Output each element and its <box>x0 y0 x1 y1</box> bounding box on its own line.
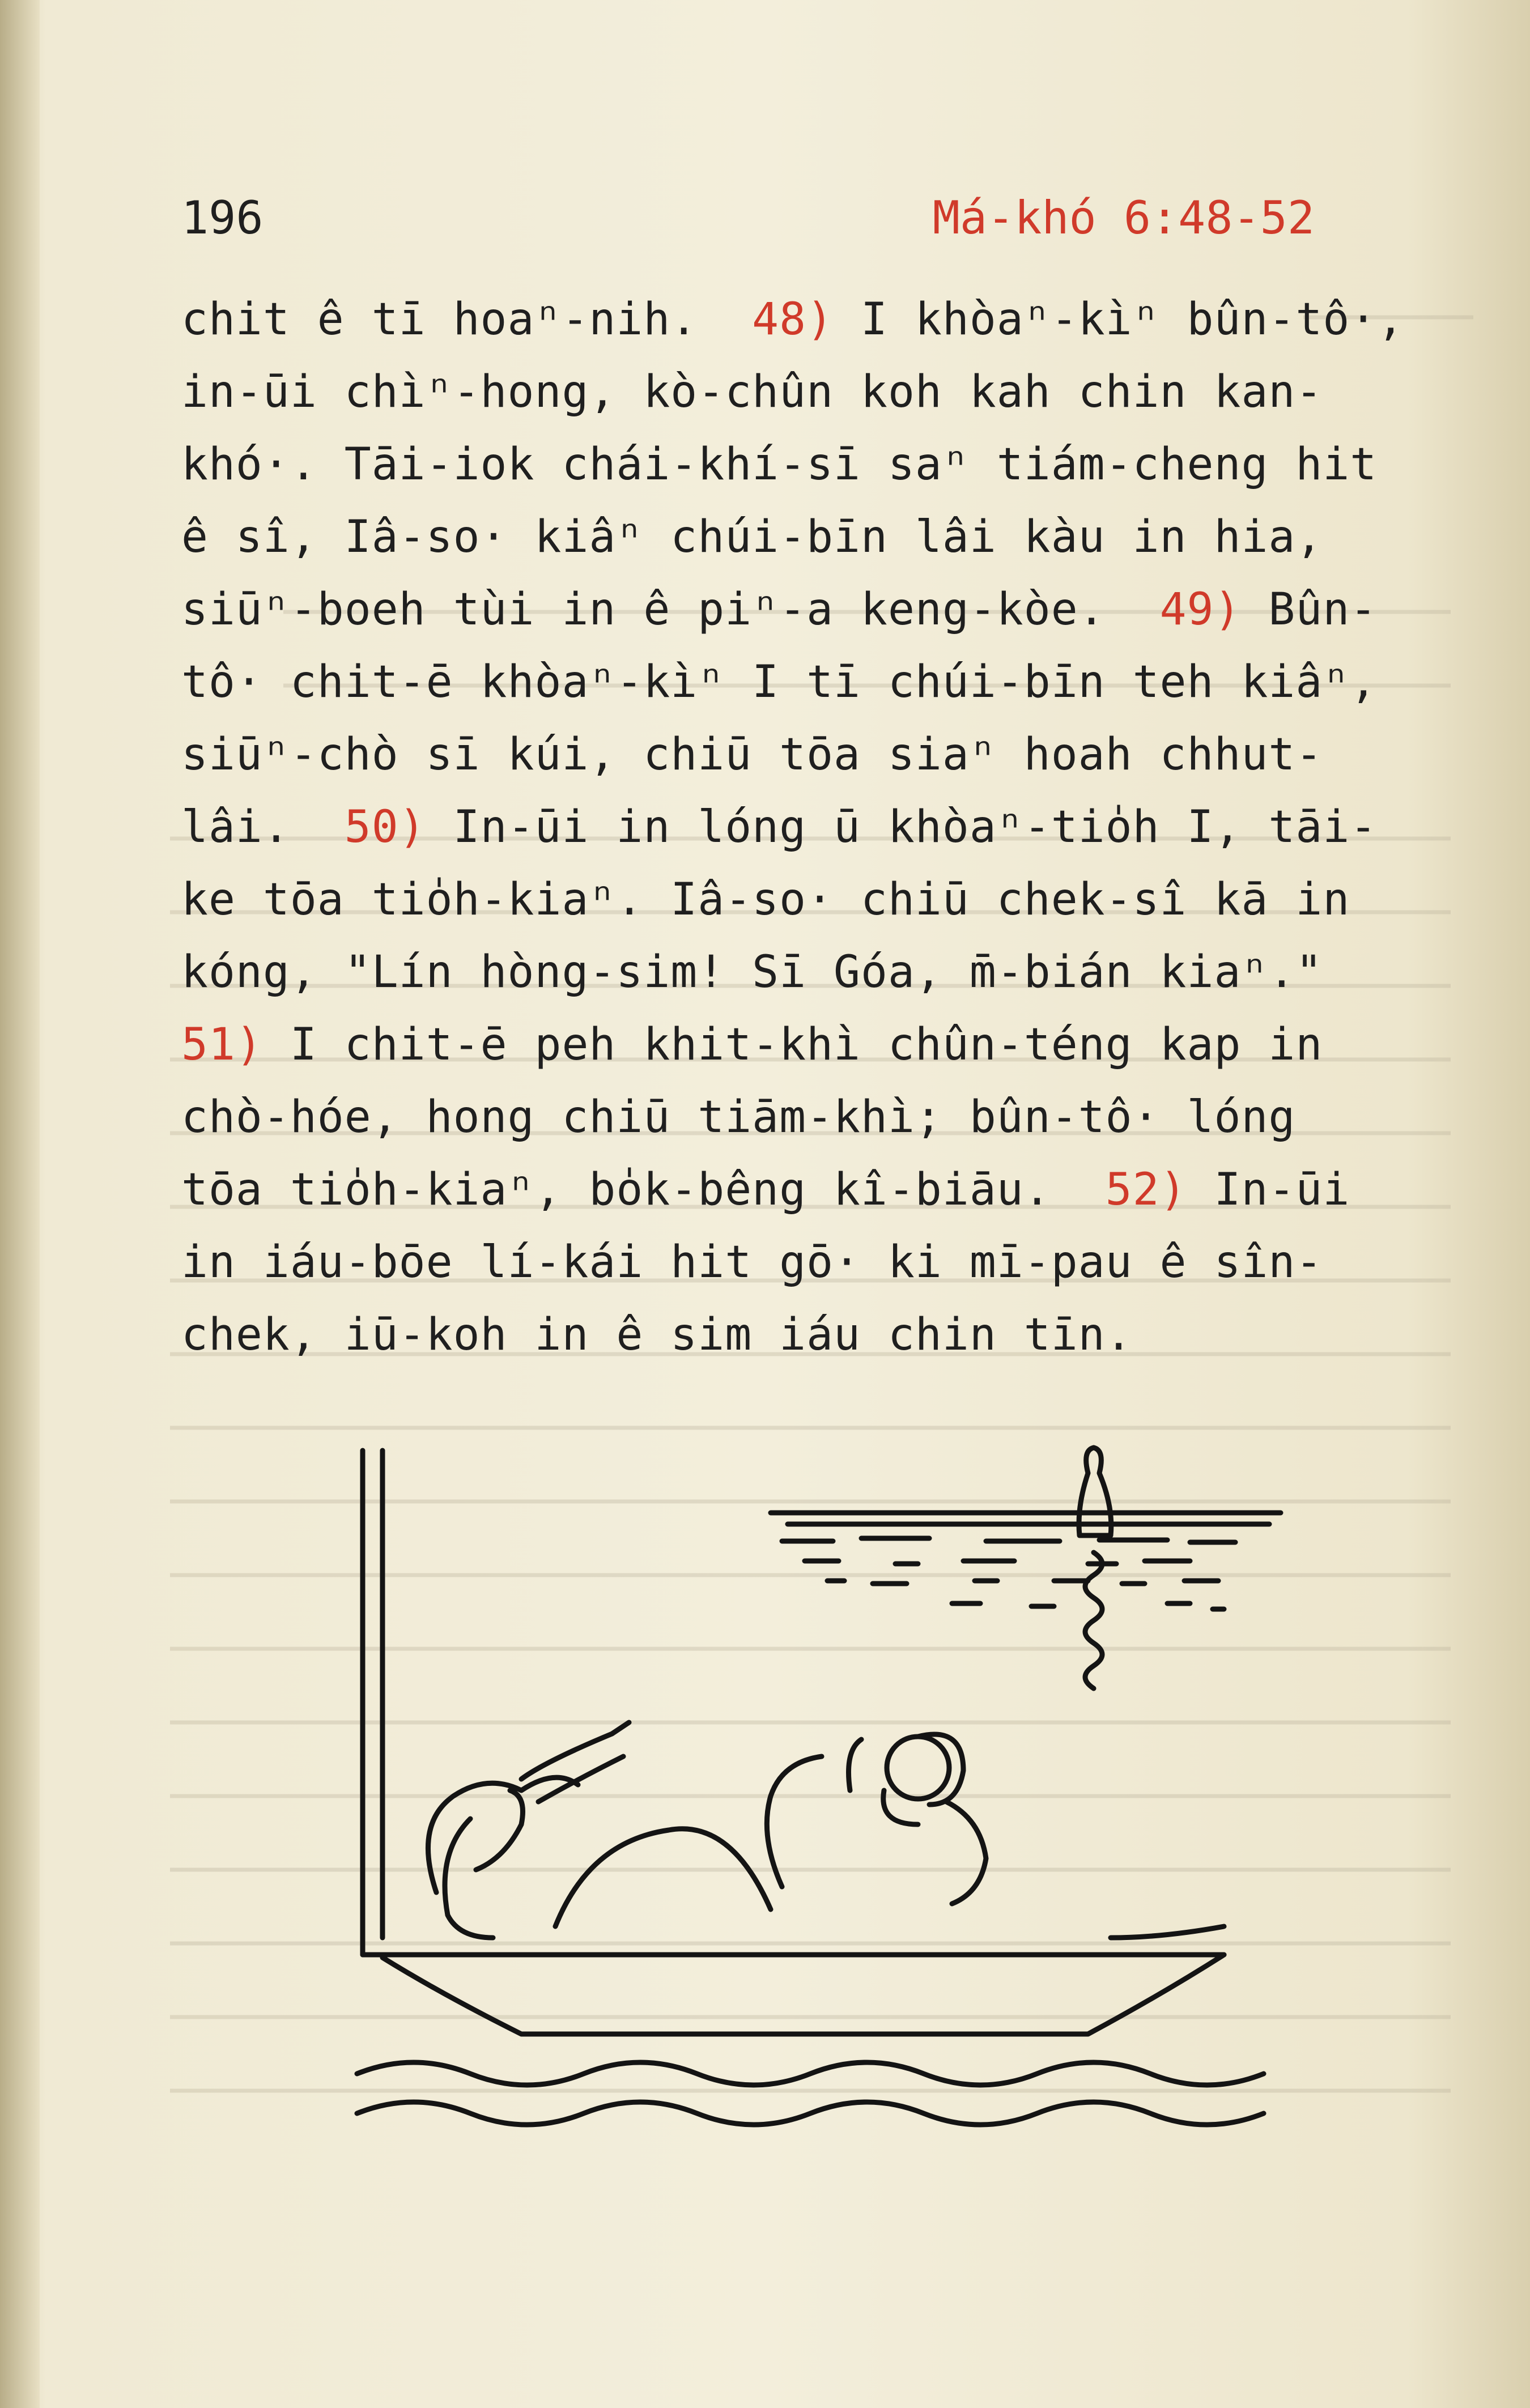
text-segment: chek, iū-koh in ê sim iáu chin tīn. <box>181 1309 1133 1360</box>
verse-number: 52) <box>1105 1164 1187 1215</box>
text-segment: kóng, "Lín hòng-sim! Sī Góa, m̄-bián kiaⁿ." <box>181 947 1323 998</box>
text-line <box>181 356 1496 428</box>
boat-illustration <box>351 1439 1292 2136</box>
verse-number: 50) <box>344 802 426 853</box>
text-line <box>181 1154 1496 1226</box>
page-header <box>181 187 1315 249</box>
text-segment: tōa tio̍h-kiaⁿ, bo̍k-bêng kî-biāu. <box>181 1164 1106 1215</box>
text-segment: in-ūi chìⁿ-hong, kò-chûn koh kah chin kan- <box>181 367 1323 418</box>
body-text <box>181 283 1496 1371</box>
text-segment: In-ūi in lóng ū khòaⁿ-tio̍h I, tāi- <box>426 802 1378 853</box>
running-head: Má-khó 6:48-52 <box>932 192 1315 244</box>
text-line <box>181 1226 1496 1299</box>
text-line <box>181 1299 1496 1371</box>
text-line <box>181 1009 1496 1081</box>
text-segment: siūⁿ-boeh tùi in ê piⁿ-a keng-kòe. <box>181 584 1160 635</box>
text-segment: lâi. <box>181 802 345 853</box>
text-line <box>181 428 1496 501</box>
text-line <box>181 936 1496 1009</box>
verse-number: 51) <box>181 1019 263 1070</box>
text-segment: khó·. Tāi-iok chái-khí-sī saⁿ tiám-cheng hit <box>181 439 1378 490</box>
page-number: 196 <box>181 192 264 244</box>
verse-number: 49) <box>1159 584 1242 635</box>
verse-number: 48) <box>752 294 834 345</box>
page-gutter-edge <box>0 0 40 2408</box>
text-segment: ê sî, Iâ-so· kiâⁿ chúi-bīn lâi kàu in hia, <box>181 512 1323 563</box>
text-line <box>181 1081 1496 1154</box>
text-segment: siūⁿ-chò sī kúi, chiū tōa siaⁿ hoah chhut- <box>181 729 1323 780</box>
text-segment: I chit-ē peh khit-khì chûn-téng kap in <box>262 1019 1323 1070</box>
text-line <box>181 863 1496 936</box>
text-segment: Bûn- <box>1241 584 1378 635</box>
text-line <box>181 791 1496 863</box>
text-segment: chò-hóe, hong chiū tiām-khì; bûn-tô· lóng <box>181 1092 1296 1143</box>
text-segment: in iáu-bōe lí-kái hit gō· ki mī-pau ê sîn- <box>181 1237 1323 1288</box>
text-line <box>181 283 1496 356</box>
text-line <box>181 501 1496 573</box>
text-line <box>181 718 1496 791</box>
text-line <box>181 646 1496 718</box>
text-segment: In-ūi <box>1187 1164 1350 1215</box>
text-segment: ke tōa tio̍h-kiaⁿ. Iâ-so· chiū chek-sî kā in <box>181 874 1350 925</box>
text-segment: chit ê tī hoaⁿ-nih. <box>181 294 753 345</box>
text-segment: tô· chit-ē khòaⁿ-kìⁿ I tī chúi-bīn teh kiâⁿ, <box>181 657 1378 708</box>
text-segment: I khòaⁿ-kìⁿ bûn-tô·, <box>834 294 1405 345</box>
text-line <box>181 573 1496 646</box>
